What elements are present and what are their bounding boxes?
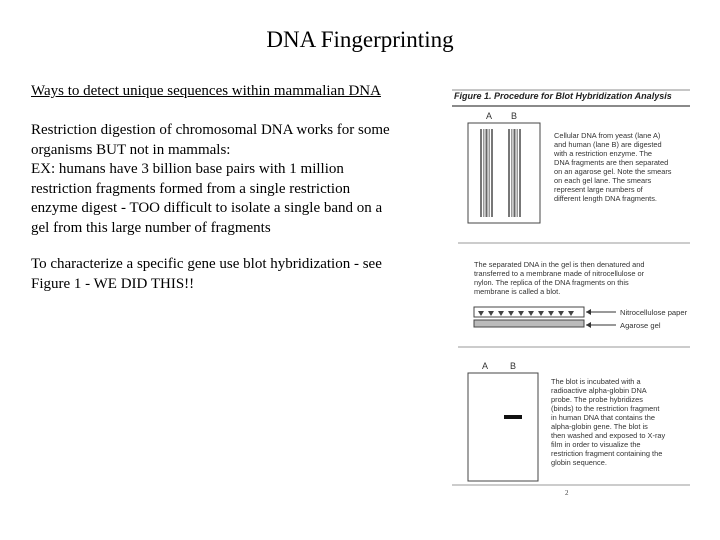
lane-a-smear [480,129,493,217]
para1-line: EX: humans have 3 billion base pairs with 1 million [31,161,344,178]
blot-hybridization-figure [448,85,696,505]
lane-label-a-2: A [482,361,489,371]
arrowhead-nitro [586,309,591,315]
agarose-gel-strip [474,320,584,327]
step2-text: The separated DNA in the gel is then denatured and transferred to a membrane made of nitrocellulose or nylon. The replica of the DNA fragments on this membrane is called a blot. [474,260,645,296]
agarose-label: Agarose gel [620,321,661,330]
page-number: 2 [565,489,569,497]
lane-b-smear [508,129,521,217]
paragraph-blot-hybridization [31,255,423,294]
lane-label-b-2: B [510,361,517,371]
para1-line: Restriction digestion of chromosomal DNA works for some [31,122,390,138]
para1-line: gel from this large number of fragments [31,219,271,236]
para1-line: enzyme digest - TOO difficult to isolate a single band on a [31,200,383,217]
lane-label-a: A [486,111,493,121]
arrowhead-agarose [586,322,591,328]
paragraph-restriction-digestion [31,121,423,239]
step1-text: Cellular DNA from yeast (lane A) and human (lane B) are digested with a restriction enzyme. The DNA fragments are then separated on an agarose gel. Note the smears on each gel lane. The smears represent large numbers of different length DNA fragments. [554,131,672,203]
lane-label-b: B [511,111,518,121]
para2-line: To characterize a specific gene use blot hybridization - see [31,256,382,272]
nitrocellulose-label: Nitrocellulose paper [620,308,688,317]
figure-illustration [448,85,696,505]
page-title: DNA Fingerprinting [266,27,454,52]
para1-line: restriction fragments formed from a single restriction [31,180,351,197]
film-outline [468,373,538,481]
nitrocellulose-membrane [474,307,584,317]
heading-ways-to-detect [31,82,423,102]
globin-band [504,415,522,419]
step3-text: The blot is incubated with a radioactive alpha-globin DNA probe. The probe hybridizes (binds) to the restriction fragment in human DNA that contains the alpha-globin gene. The blot is then washed and exposed to X-ray film in order to visualize the restriction fragment containing the globin sequence. [551,377,666,467]
figure-title: Figure 1. Procedure for Blot Hybridization Analysis [454,91,672,101]
section-heading: Ways to detect unique sequences within mammalian DNA [31,83,381,99]
para1-line: organisms BUT not in mammals: [31,141,231,158]
para2-line: Figure 1 - WE DID THIS!! [31,275,195,292]
gel-outline [468,123,540,223]
